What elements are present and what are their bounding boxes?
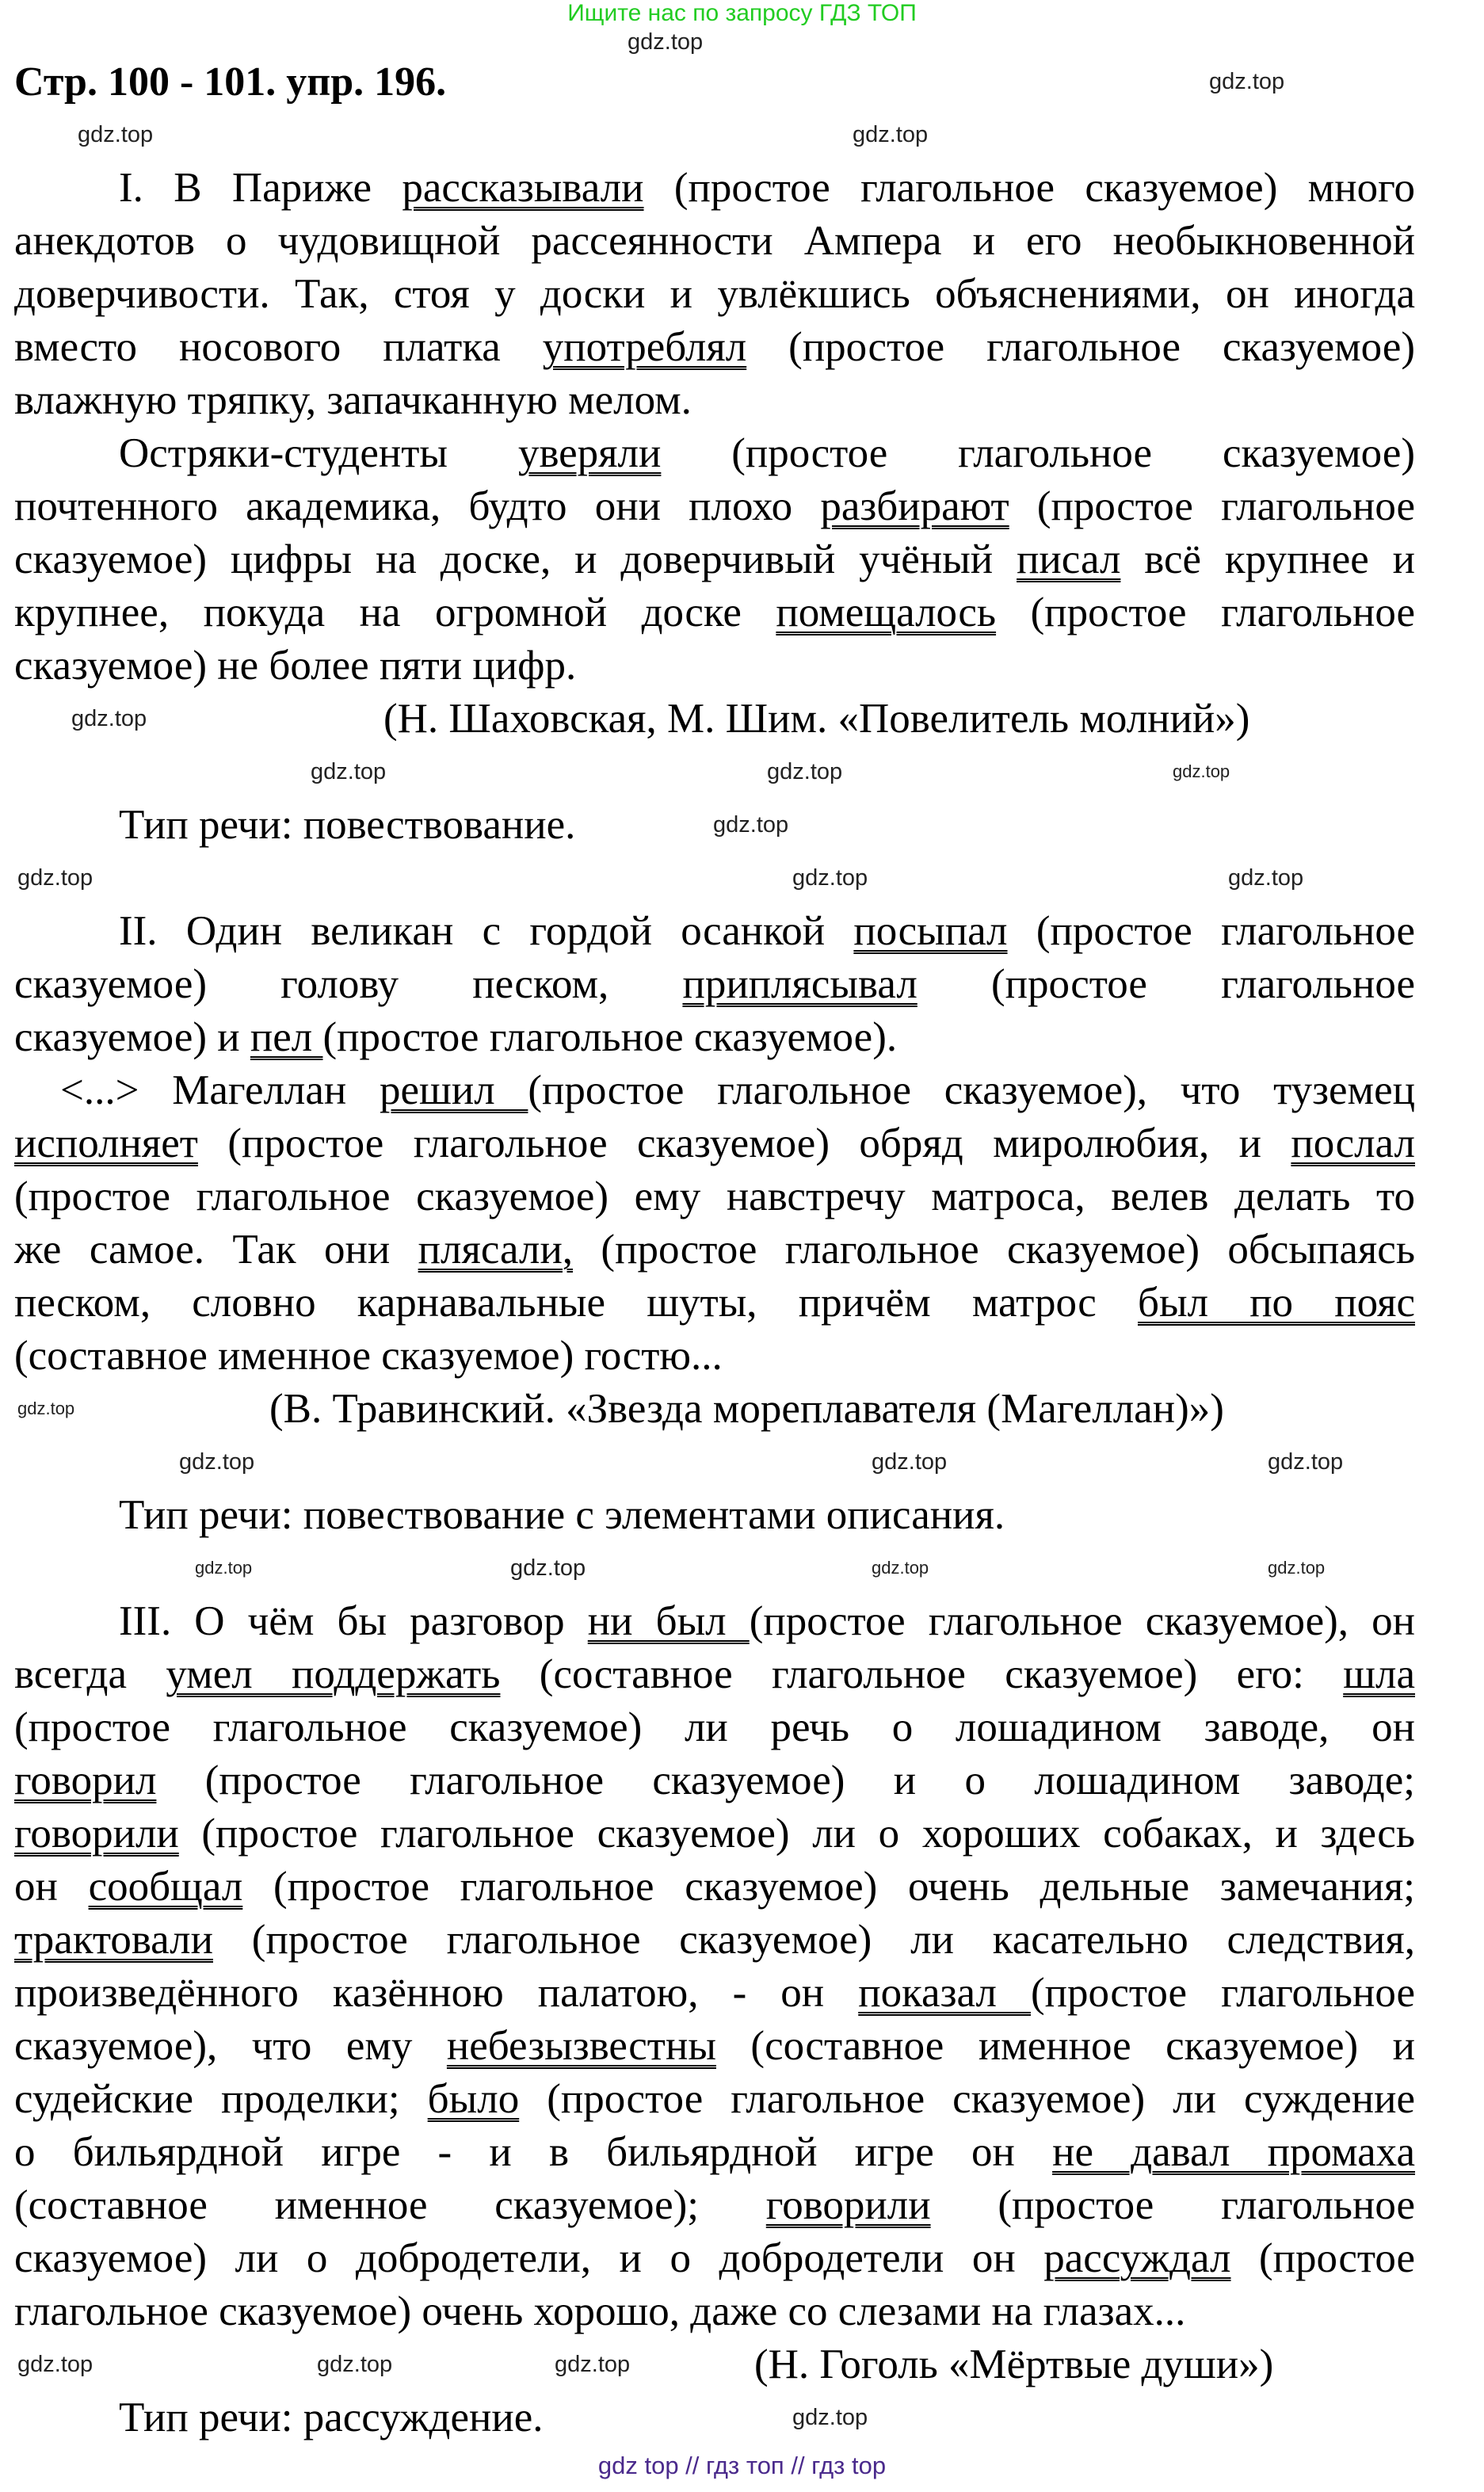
watermark: gdz.top	[713, 812, 789, 838]
watermark: gdz.top	[1173, 761, 1230, 781]
text-segment: (составное именное сказуемое);	[14, 2182, 766, 2228]
text-line	[14, 215, 1415, 268]
text-segment: о бильярдной игре - и в бильярдной игре он	[14, 2129, 1053, 2175]
spacer	[14, 852, 1415, 905]
text-segment: Остряки-студенты	[119, 430, 518, 476]
text-segment: <...> Магеллан	[60, 1067, 380, 1113]
text-line	[14, 2232, 1415, 2285]
predicate-underlined: послал	[1291, 1120, 1415, 1166]
predicate-underlined: рассуждал	[1043, 2235, 1231, 2281]
watermark: gdz.top	[1268, 1558, 1326, 1578]
text-segment: всегда	[14, 1651, 166, 1697]
predicate-underlined: разбирают	[820, 483, 1009, 529]
predicate-underlined: было	[427, 2076, 520, 2122]
text-segment: (простое глагольное сказуемое).	[322, 1014, 898, 1060]
watermark: gdz.top	[311, 759, 387, 784]
text-line	[14, 2073, 1415, 2126]
predicate-underlined: показал	[858, 1970, 1032, 2016]
source-citation: (Н. Шаховская, М. Шим. «Повелитель молний»)	[383, 696, 1250, 742]
text-segment: глагольное сказуемое) очень хорошо, даже со слезами на глазах...	[14, 2288, 1186, 2334]
text-line	[14, 2179, 1415, 2232]
watermark: gdz.top	[872, 1449, 948, 1475]
predicate-underlined: говорили	[765, 2182, 931, 2228]
text-segment: анекдотов о чудовищной рассеянности Ампера и его необыкновенной	[14, 218, 1415, 264]
text-line	[14, 427, 1415, 480]
text-segment: (простое глагольное сказуемое) очень дельные замечания;	[242, 1864, 1415, 1910]
text-line	[14, 1807, 1415, 1860]
text-segment: сказуемое) голову песком,	[14, 961, 683, 1007]
text-line	[14, 2285, 1415, 2338]
text-segment: (простое глагольное сказуемое) обсыпаясь	[573, 1227, 1415, 1273]
predicate-underlined: пел	[250, 1014, 323, 1060]
predicate-underlined: уверяли	[517, 430, 662, 476]
text-segment: (простое глагольное	[1009, 483, 1415, 529]
text-segment: (простое	[1230, 2235, 1415, 2281]
text-line	[14, 1170, 1415, 1223]
text-line	[14, 374, 1415, 427]
text-line	[14, 2126, 1415, 2179]
text-segment: (простое глагольное сказуемое)	[746, 324, 1415, 370]
text-line	[14, 1595, 1415, 1648]
search-hint-banner: Ищите нас по запросу ГДЗ ТОП	[567, 0, 917, 26]
watermark: gdz.top	[792, 2405, 868, 2430]
watermark: gdz.top	[179, 1449, 255, 1475]
watermark: gdz.top	[853, 122, 929, 147]
text-line	[14, 1648, 1415, 1701]
text-line	[14, 2020, 1415, 2073]
watermark: gdz.top	[17, 1399, 75, 1418]
speech-type: Тип речи: рассуждение.	[119, 2395, 544, 2440]
text-segment: сказуемое) ли о добродетели, и о добродетели он	[14, 2235, 1044, 2281]
watermark: gdz.top	[510, 1555, 586, 1581]
text-segment: сказуемое), что ему	[14, 2023, 447, 2069]
text-line	[14, 533, 1415, 586]
source-citation: (Н. Гоголь «Мёртвые души»)	[754, 2341, 1274, 2387]
text-line	[14, 905, 1415, 958]
text-line	[14, 1754, 1415, 1807]
text-segment: (простое глагольное сказуемое), он	[749, 1598, 1415, 1644]
text-line	[14, 1330, 1415, 1383]
predicate-underlined: трактовали	[14, 1917, 213, 1963]
watermark: gdz.top	[628, 29, 704, 55]
predicate-underlined: исполняет	[14, 1120, 198, 1166]
watermark: gdz.top	[555, 2352, 631, 2377]
text-segment: (простое глагольное сказуемое), что туземец	[528, 1067, 1415, 1113]
text-line	[14, 586, 1415, 639]
text-segment: (простое глагольное	[996, 590, 1415, 635]
text-segment: (простое глагольное сказуемое) ли о хороших собаках, и здесь	[178, 1811, 1415, 1857]
text-line	[14, 1223, 1415, 1277]
text-line	[14, 1064, 1415, 1117]
text-line	[14, 1011, 1415, 1064]
text-segment: (составное глагольное сказуемое) его:	[500, 1651, 1344, 1697]
text-segment: сказуемое) цифры на доске, и доверчивый учёный	[14, 536, 1017, 582]
text-segment: песком, словно карнавальные шуты, причём матрос	[14, 1280, 1138, 1326]
watermark: gdz.top	[17, 2352, 93, 2377]
predicate-underlined: приплясывал	[682, 961, 917, 1007]
text-segment: же самое. Так они	[14, 1227, 418, 1273]
text-line	[14, 162, 1415, 215]
exercise-content	[14, 55, 1415, 2444]
text-segment: (простое глагольное сказуемое) много	[643, 165, 1415, 211]
text-line	[14, 958, 1415, 1011]
predicate-underlined: плясали,	[418, 1227, 574, 1273]
text-segment: I. В Париже	[119, 165, 402, 211]
predicate-underlined: употреблял	[542, 324, 747, 370]
text-segment: (составное именное сказуемое) гостю...	[14, 1333, 723, 1379]
text-segment: (простое глагольное	[917, 961, 1415, 1007]
predicate-underlined: решил	[380, 1067, 528, 1113]
text-segment: (простое глагольное	[930, 2182, 1415, 2228]
spacer	[14, 109, 1415, 162]
text-segment: (простое глагольное	[1007, 908, 1415, 954]
page-title: Стр. 100 - 101. упр. 196.	[14, 59, 447, 105]
watermark: gdz.top	[1209, 69, 1285, 94]
text-segment: (простое глагольное сказуемое) ли касательно следствия,	[212, 1917, 1415, 1963]
predicate-underlined: рассказывали	[402, 165, 644, 211]
predicate-underlined: сообщал	[88, 1864, 243, 1910]
text-line	[14, 321, 1415, 374]
text-segment: (простое глагольное сказуемое) и о лошадином заводе;	[156, 1757, 1415, 1803]
text-segment: (простое глагольное сказуемое) ли суждение	[519, 2076, 1415, 2122]
text-line	[14, 1701, 1415, 1754]
watermark: gdz.top	[317, 2352, 393, 2377]
watermark: gdz.top	[1268, 1449, 1344, 1475]
predicate-underlined: шла	[1343, 1651, 1415, 1697]
watermark: gdz.top	[17, 865, 93, 891]
text-segment: сказуемое) не более пяти цифр.	[14, 643, 577, 689]
text-segment: (простое глагольное сказуемое) обряд миролюбия, и	[197, 1120, 1291, 1166]
text-segment: судейские проделки;	[14, 2076, 428, 2122]
watermark: gdz.top	[792, 865, 868, 891]
text-segment: (простое глагольное сказуемое) ему навстречу матроса, велев делать то	[14, 1173, 1415, 1219]
text-line	[14, 1277, 1415, 1330]
text-segment: он	[14, 1864, 89, 1910]
text-segment: всё крупнее и	[1120, 536, 1416, 582]
predicate-underlined: помещалось	[776, 590, 997, 635]
text-segment: II. Один великан с гордой осанкой	[119, 908, 854, 954]
predicate-underlined: ни был	[587, 1598, 750, 1644]
predicate-underlined: умел поддержать	[166, 1651, 501, 1697]
watermark: gdz.top	[872, 1558, 929, 1578]
text-segment: (составное именное сказуемое) и	[715, 2023, 1415, 2069]
speech-type: Тип речи: повествование с элементами описания.	[119, 1492, 1005, 1538]
text-segment: доверчивости. Так, стоя у доски и увлёкшись объяснениями, он иногда	[14, 271, 1415, 317]
text-line	[14, 639, 1415, 693]
text-segment: сказуемое) и	[14, 1014, 250, 1060]
watermark: gdz.top	[78, 122, 154, 147]
text-line	[14, 1967, 1415, 2020]
text-segment: крупнее, покуда на огромной доске	[14, 590, 776, 635]
predicate-underlined: был по пояс	[1138, 1280, 1415, 1326]
text-segment: (простое глагольное	[1031, 1970, 1415, 2016]
text-line	[14, 1914, 1415, 1967]
text-segment: (простое глагольное сказуемое)	[661, 430, 1415, 476]
predicate-underlined: говорили	[14, 1811, 179, 1857]
predicate-underlined: посыпал	[853, 908, 1008, 954]
predicate-underlined: говорил	[14, 1757, 157, 1803]
text-line	[14, 1117, 1415, 1170]
text-segment: произведённого казённою палатою, - он	[14, 1970, 859, 2016]
text-segment: III. О чём бы разговор	[119, 1598, 588, 1644]
watermark: gdz.top	[767, 759, 843, 784]
watermark: gdz.top	[195, 1558, 253, 1578]
footer-links: gdz top // гдз топ // гдз top	[597, 2452, 887, 2479]
watermark: gdz.top	[1228, 865, 1304, 891]
text-segment: почтенного академика, будто они плохо	[14, 483, 821, 529]
text-segment: влажную тряпку, запачканную мелом.	[14, 377, 692, 423]
predicate-underlined: небезызвестны	[446, 2023, 716, 2069]
predicate-underlined: писал	[1017, 536, 1121, 582]
text-line	[14, 1860, 1415, 1914]
text-line	[14, 268, 1415, 321]
source-citation: (В. Травинский. «Звезда мореплавателя (Магеллан)»)	[269, 1386, 1224, 1432]
watermark: gdz.top	[71, 706, 147, 731]
text-line	[14, 480, 1415, 533]
text-segment: вместо носового платка	[14, 324, 543, 370]
speech-type: Тип речи: повествование.	[119, 802, 576, 848]
text-segment: (простое глагольное сказуемое) ли речь о лошадином заводе, он	[14, 1704, 1415, 1750]
predicate-underlined: не давал промаха	[1052, 2129, 1415, 2175]
